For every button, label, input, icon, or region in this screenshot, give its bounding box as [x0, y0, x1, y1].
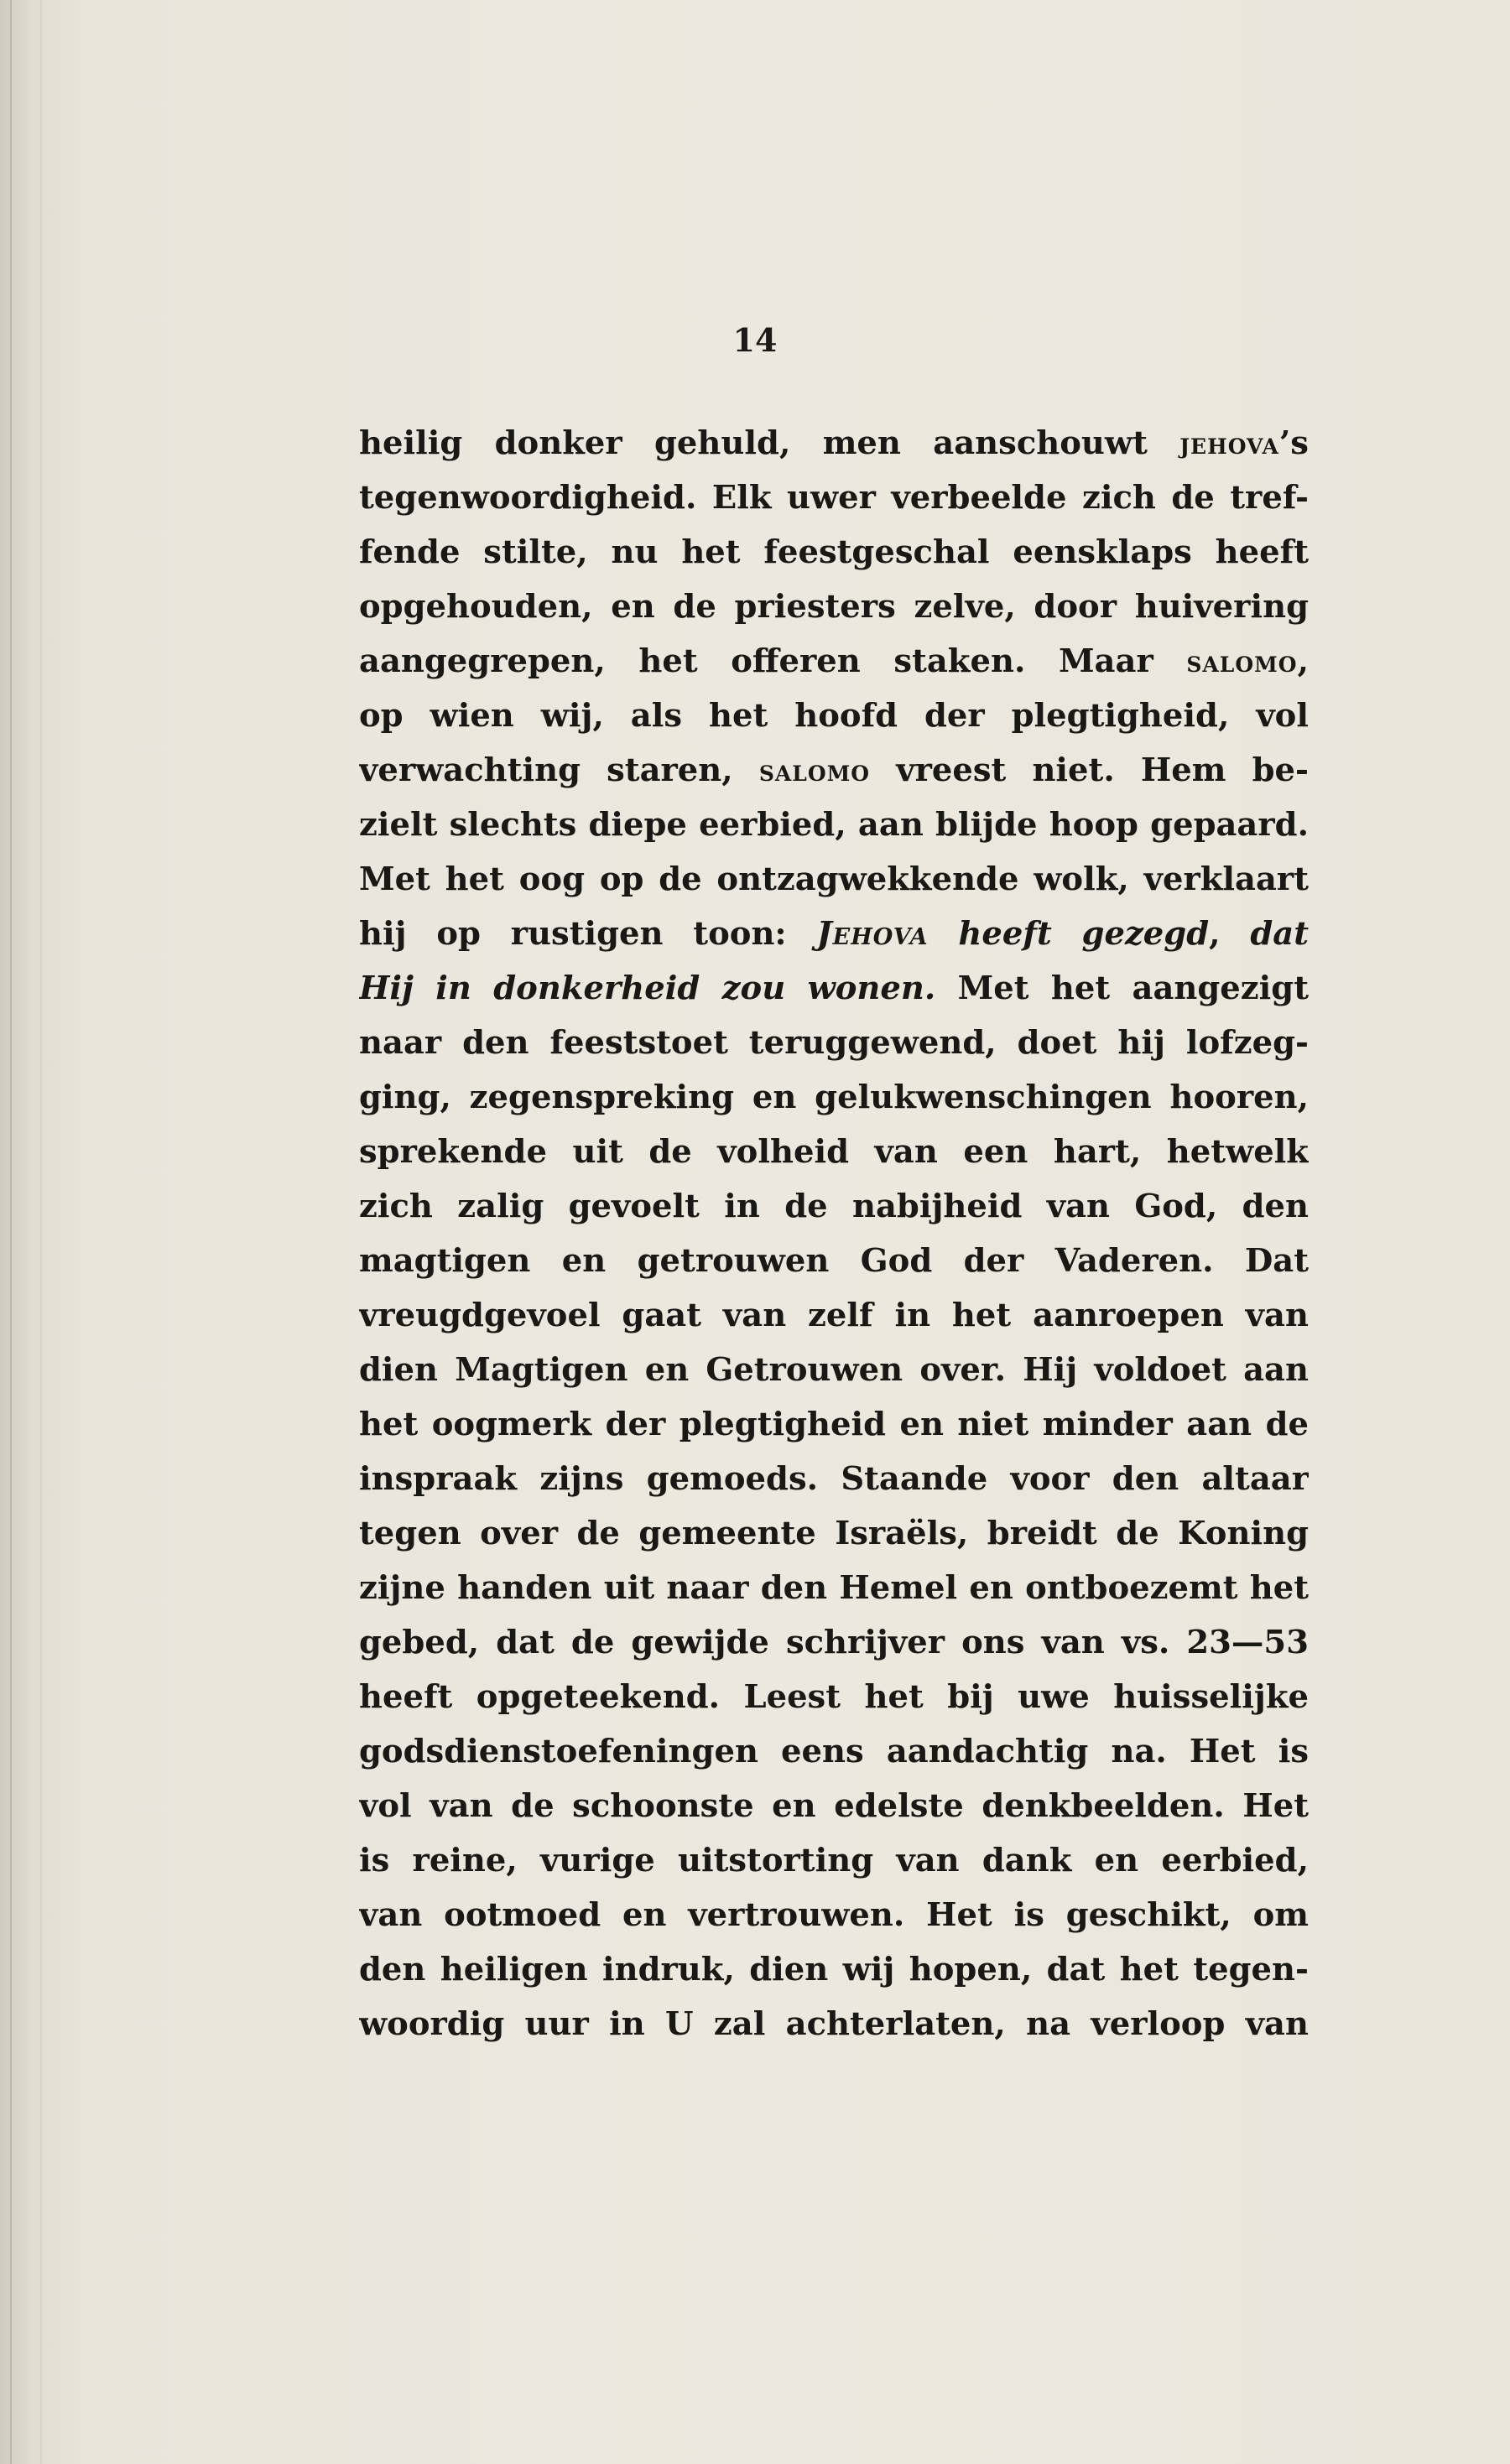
text-segment: heeft opgeteekend. Leest het bij uwe huisselijke	[359, 1678, 1309, 1716]
text-line	[359, 1670, 1309, 1724]
text-segment: zijne handen uit naar den Hemel en ontboezemt het	[359, 1569, 1309, 1607]
text-segment: Met het aangezigt	[935, 969, 1309, 1007]
text-line	[359, 1070, 1309, 1125]
text-segment: ’s	[1278, 424, 1309, 462]
text-line	[359, 1779, 1309, 1833]
text-segment: het oogmerk der plegtigheid en niet minder aan de	[359, 1406, 1309, 1443]
text-line	[359, 1724, 1309, 1779]
text-line	[359, 961, 1309, 1016]
text-line	[359, 798, 1309, 852]
text-segment: ,	[1297, 642, 1309, 680]
text-line	[359, 634, 1309, 689]
text-segment: dien Magtigen en Getrouwen over. Hij voldoet aan	[359, 1351, 1309, 1389]
text-segment: ,	[1209, 915, 1251, 953]
text-line	[359, 1615, 1309, 1670]
text-segment: opgehouden, en de priesters zelve, door huivering	[359, 588, 1309, 626]
text-line	[359, 907, 1309, 961]
text-segment: tegenwoordigheid. Elk uwer verbeelde zich de tref-	[359, 479, 1309, 517]
text-segment: Met het oog op de ontzagwekkende wolk, verklaart	[359, 860, 1309, 898]
text-line	[359, 1888, 1309, 1942]
text-segment: inspraak zijns gemoeds. Staande voor den altaar	[359, 1460, 1309, 1498]
text-line	[359, 1506, 1309, 1561]
text-segment: godsdienstoefeningen eens aandachtig na. Het is	[359, 1733, 1309, 1770]
text-segment: dat	[1250, 915, 1309, 953]
text-line	[359, 1343, 1309, 1397]
text-segment: tegen over de gemeente Israëls, breidt de Koning	[359, 1515, 1309, 1552]
text-line	[359, 1234, 1309, 1288]
text-segment: vreugdgevoel gaat van zelf in het aanroepen van	[359, 1297, 1309, 1334]
text-line	[359, 1561, 1309, 1615]
text-line	[359, 1016, 1309, 1070]
text-segment: woordig uur in U zal achterlaten, na verloop van	[359, 2005, 1309, 2043]
text-segment: gebed, dat de gewijde schrijver ons van vs. 23—53	[359, 1624, 1309, 1661]
text-segment: ging, zegenspreking en gelukwenschingen hooren,	[359, 1079, 1309, 1116]
text-line	[359, 852, 1309, 907]
text-segment: sprekende uit de volheid van een hart, hetwelk	[359, 1133, 1309, 1171]
text-segment: zich zalig gevoelt in de nabijheid van God, den	[359, 1188, 1309, 1225]
text-segment: hij op rustigen toon:	[359, 915, 817, 953]
text-segment: heeft gezegd	[928, 915, 1210, 953]
text-segment: zielt slechts diepe eerbied, aan blijde hoop gepaard.	[359, 806, 1309, 844]
text-line	[359, 1452, 1309, 1506]
text-segment: heilig donker gehuld, men aanschouwt	[359, 424, 1180, 462]
binding-edge-inner	[40, 0, 42, 2464]
text-line	[359, 1125, 1309, 1179]
text-segment: op wien wij, als het hoofd der plegtigheid, vol	[359, 697, 1309, 735]
page-number: 14	[732, 321, 778, 359]
text-line	[359, 525, 1309, 580]
text-segment: jehova	[1179, 427, 1279, 461]
text-segment: den heiligen indruk, dien wij hopen, dat het tegen-	[359, 1951, 1309, 1988]
text-line	[359, 416, 1309, 470]
text-line	[359, 1942, 1309, 1997]
text-line	[359, 1288, 1309, 1343]
text-line	[359, 1997, 1309, 2051]
text-segment: aangegrepen, het offeren staken. Maar	[359, 642, 1187, 680]
text-segment: van ootmoed en vertrouwen. Het is geschikt, om	[359, 1896, 1309, 1934]
text-segment: Hij in donkerheid zou wonen.	[359, 969, 936, 1007]
text-segment: salomo	[758, 754, 871, 788]
text-segment: magtigen en getrouwen God der Vaderen. Dat	[359, 1242, 1309, 1280]
text-segment: Jehova	[816, 915, 929, 953]
text-segment: vreest niet. Hem be-	[870, 751, 1309, 789]
body-text	[359, 416, 1309, 2051]
text-segment: is reine, vurige uitstorting van dank en eerbied,	[359, 1842, 1309, 1879]
text-segment: salomo	[1186, 645, 1298, 679]
text-line	[359, 689, 1309, 743]
text-line	[359, 1397, 1309, 1452]
text-line	[359, 1833, 1309, 1888]
text-segment: fende stilte, nu het feestgeschal eensklaps heeft	[359, 533, 1309, 571]
text-line	[359, 743, 1309, 798]
text-segment: vol van de schoonste en edelste denkbeelden. Het	[359, 1787, 1309, 1825]
text-line	[359, 470, 1309, 525]
text-line	[359, 580, 1309, 634]
binding-edge	[10, 0, 12, 2464]
text-line	[359, 1179, 1309, 1234]
text-segment: verwachting staren,	[359, 751, 759, 789]
text-segment: naar den feeststoet teruggewend, doet hij lofzeg-	[359, 1024, 1309, 1062]
